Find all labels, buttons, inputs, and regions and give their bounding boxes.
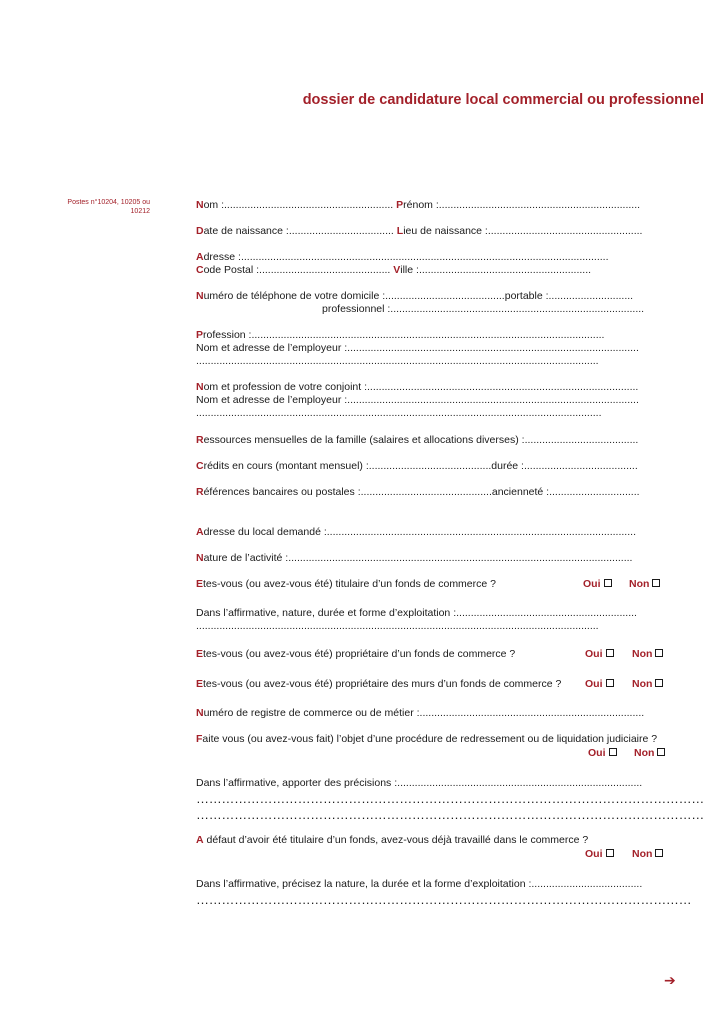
- telephone-pro-field[interactable]: professionnel :.......................................................................................: [322, 303, 645, 315]
- precisions-field[interactable]: Dans l’affirmative, apporter des précisions :....................................................................................: [196, 777, 643, 789]
- question-redressement: Faite vous (ou avez-vous fait) l’objet d’une procédure de redressement ou de liquidation judiciaire ?: [196, 733, 658, 745]
- checkbox-icon: [655, 649, 663, 657]
- precisez-exploitation-field[interactable]: Dans l’affirmative, précisez la nature, la durée et la forme d’exploitation :......................................: [196, 878, 643, 890]
- question-titulaire-fonds: Etes-vous (ou avez-vous été) titulaire d’un fonds de commerce ?: [196, 578, 496, 590]
- adresse-field[interactable]: Adresse :..............................................................................................................................: [196, 251, 609, 263]
- q4-oui-checkbox[interactable]: Oui: [588, 747, 617, 760]
- employeur-extra-line[interactable]: ..........................................................................................................................................: [196, 355, 599, 367]
- precisions-extra-line-2[interactable]: …………………………………………………………………………………………………………: [196, 807, 705, 822]
- profession-field[interactable]: Profession :.........................................................................................................................: [196, 329, 605, 341]
- conjoint-extra-line[interactable]: ...........................................................................................................................................: [196, 407, 602, 419]
- nom-prenom-field[interactable]: Nom :.......................................................... Prénom :.....................................................................: [196, 199, 641, 211]
- registre-commerce-field[interactable]: Numéro de registre de commerce ou de métier :.............................................................................: [196, 707, 645, 719]
- conjoint-field[interactable]: Nom et profession de votre conjoint :.............................................................................................: [196, 381, 639, 393]
- q5-non-checkbox[interactable]: Non: [632, 848, 663, 861]
- checkbox-icon: [606, 679, 614, 687]
- precisions-extra-line-1[interactable]: …………………………………………………………………………………………………………: [196, 791, 705, 806]
- postal-reference: Postes n°10204, 10205 ou 10212: [67, 199, 150, 215]
- checkbox-icon: [604, 579, 612, 587]
- conjoint-employeur-field[interactable]: Nom et adresse de l’employeur :....................................................................................................: [196, 394, 639, 406]
- references-bancaires-field[interactable]: Références bancaires ou postales :.............................................ancienneté :...............................: [196, 486, 640, 498]
- checkbox-icon: [609, 748, 617, 756]
- q1-non-checkbox[interactable]: Non: [629, 578, 660, 591]
- checkbox-icon: [606, 649, 614, 657]
- next-page-arrow-icon[interactable]: ➔: [664, 972, 676, 988]
- telephone-field[interactable]: Numéro de téléphone de votre domicile :.........................................portable :.............................: [196, 290, 634, 302]
- checkbox-icon: [606, 849, 614, 857]
- q3-non-checkbox[interactable]: Non: [632, 678, 663, 691]
- precisez-extra-line[interactable]: ………………………………………………………………………………………………………: [196, 892, 692, 907]
- date-lieu-naissance-field[interactable]: Date de naissance :.................................... Lieu de naissance :.....................................................: [196, 225, 643, 237]
- credits-field[interactable]: Crédits en cours (montant mensuel) :..........................................durée :.......................................: [196, 460, 638, 472]
- q4-non-checkbox[interactable]: Non: [634, 747, 665, 760]
- q3-oui-checkbox[interactable]: Oui: [585, 678, 614, 691]
- question-travail-commerce: A défaut d’avoir été titulaire d’un fonds, avez-vous déjà travaillé dans le commerce ?: [196, 834, 589, 846]
- adresse-local-field[interactable]: Adresse du local demandé :..........................................................................................................: [196, 526, 636, 538]
- affirmative-extra-line[interactable]: ..........................................................................................................................................: [196, 620, 599, 632]
- q5-oui-checkbox[interactable]: Oui: [585, 848, 614, 861]
- checkbox-icon: [655, 679, 663, 687]
- question-proprietaire-fonds: Etes-vous (ou avez-vous été) propriétaire d’un fonds de commerce ?: [196, 648, 516, 660]
- employeur-field[interactable]: Nom et adresse de l’employeur :....................................................................................................: [196, 342, 639, 354]
- nature-activite-field[interactable]: Nature de l’activité :......................................................................................................................: [196, 552, 633, 564]
- checkbox-icon: [652, 579, 660, 587]
- question-proprietaire-murs: Etes-vous (ou avez-vous été) propriétaire des murs d’un fonds de commerce ?: [196, 678, 562, 690]
- affirmative-exploitation-field[interactable]: Dans l’affirmative, nature, durée et forme d’exploitation :..............................................................: [196, 607, 637, 619]
- code-postal-ville-field[interactable]: Code Postal :............................................. Ville :...........................................................: [196, 264, 592, 276]
- checkbox-icon: [657, 748, 665, 756]
- q1-oui-checkbox[interactable]: Oui: [583, 578, 612, 591]
- checkbox-icon: [655, 849, 663, 857]
- ressources-field[interactable]: Ressources mensuelles de la famille (salaires et allocations diverses) :.......................................: [196, 434, 639, 446]
- q2-non-checkbox[interactable]: Non: [632, 648, 663, 661]
- page-title: dossier de candidature local commercial ou professionnel: [302, 92, 704, 108]
- q2-oui-checkbox[interactable]: Oui: [585, 648, 614, 661]
